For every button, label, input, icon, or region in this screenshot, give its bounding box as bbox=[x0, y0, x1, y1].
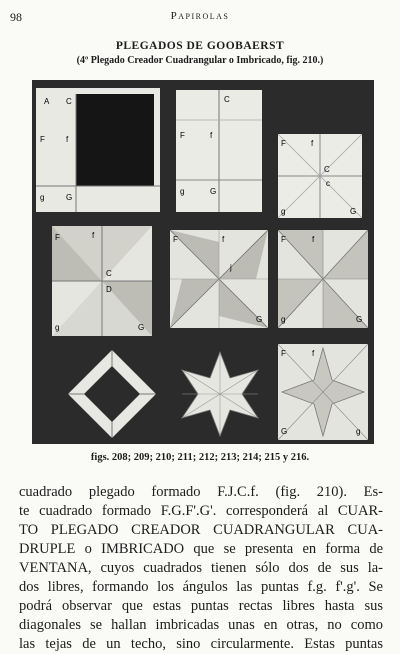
body-line: cuadrado plegado formado F.J.C.f. (fig. 210). Es- bbox=[19, 484, 383, 500]
svg-text:A: A bbox=[44, 97, 50, 106]
body-line: te cuadrado formado F.G.F'.G'. corresponderá al CUAR- bbox=[19, 503, 383, 519]
svg-text:f: f bbox=[222, 235, 225, 244]
section-subtitle: (4º Plegado Creador Cuadrangular o Imbricado, fig. 210.) bbox=[76, 55, 324, 66]
svg-text:F: F bbox=[281, 139, 286, 148]
svg-text:F: F bbox=[55, 233, 60, 242]
svg-text:G: G bbox=[210, 187, 217, 196]
svg-text:C: C bbox=[106, 269, 112, 278]
body-line: VENTANA, cuyos cuadrados tienen sólo dos de sus la- bbox=[19, 560, 383, 576]
svg-text:f: f bbox=[92, 231, 95, 240]
svg-text:G: G bbox=[138, 323, 145, 332]
figure-208 bbox=[36, 88, 160, 212]
svg-text:f: f bbox=[312, 349, 315, 358]
svg-text:G: G bbox=[281, 427, 288, 436]
svg-text:f: f bbox=[210, 131, 213, 140]
figure-214 bbox=[66, 348, 158, 440]
svg-text:D: D bbox=[106, 285, 112, 294]
figure-215 bbox=[172, 348, 268, 440]
body-paragraph bbox=[19, 483, 383, 654]
svg-text:g: g bbox=[356, 427, 361, 436]
body-line: podrá observar que estas puntas rectas libres hasta sus bbox=[19, 598, 383, 614]
figure-216 bbox=[278, 344, 368, 440]
figure-210 bbox=[278, 134, 362, 218]
figure-211 bbox=[52, 226, 152, 336]
body-line: dos libres, formando los ángulos las puntas f.g. f'.g'. Se bbox=[19, 579, 383, 595]
svg-text:F: F bbox=[40, 135, 45, 144]
svg-text:g: g bbox=[180, 187, 185, 196]
figure-212 bbox=[170, 230, 268, 328]
body-line: TO PLEGADO CREADOR CUADRANGULAR CUA- bbox=[19, 522, 383, 538]
svg-text:C: C bbox=[324, 165, 330, 174]
svg-text:f: f bbox=[312, 235, 315, 244]
section-title: PLEGADOS DE GOOBAERST bbox=[115, 40, 285, 52]
svg-text:f: f bbox=[66, 135, 69, 144]
svg-text:G: G bbox=[256, 315, 263, 324]
figure-caption: figs. 208; 209; 210; 211; 212; 213; 214; 215 y 216. bbox=[90, 452, 310, 463]
svg-text:G: G bbox=[356, 315, 363, 324]
figure-213 bbox=[278, 230, 368, 328]
svg-text:F: F bbox=[173, 235, 178, 244]
svg-text:G: G bbox=[350, 207, 357, 216]
body-line: DRUPLE o IMBRICADO que se presenta en forma de bbox=[19, 541, 383, 557]
svg-text:F: F bbox=[281, 235, 286, 244]
svg-text:g: g bbox=[281, 207, 286, 216]
svg-text:g: g bbox=[281, 315, 286, 324]
page-number: 98 bbox=[10, 10, 22, 24]
figure-plate bbox=[32, 80, 374, 444]
svg-text:j: j bbox=[230, 263, 232, 272]
svg-text:F: F bbox=[180, 131, 185, 140]
svg-text:g: g bbox=[55, 323, 60, 332]
svg-text:C: C bbox=[224, 95, 230, 104]
svg-text:G: G bbox=[66, 193, 73, 202]
page-header bbox=[10, 10, 390, 26]
svg-text:g: g bbox=[40, 193, 45, 202]
svg-text:c: c bbox=[326, 179, 330, 188]
running-head: Papirolas bbox=[170, 10, 230, 22]
svg-text:C: C bbox=[66, 97, 72, 106]
figure-209 bbox=[176, 90, 262, 212]
svg-text:f: f bbox=[311, 139, 314, 148]
body-line: diagonales se hallan imbricadas unas en otras, no como bbox=[19, 617, 383, 633]
svg-text:F: F bbox=[281, 349, 286, 358]
body-line: las tejas de un techo, sino circularmente. Estas puntas bbox=[19, 636, 383, 652]
